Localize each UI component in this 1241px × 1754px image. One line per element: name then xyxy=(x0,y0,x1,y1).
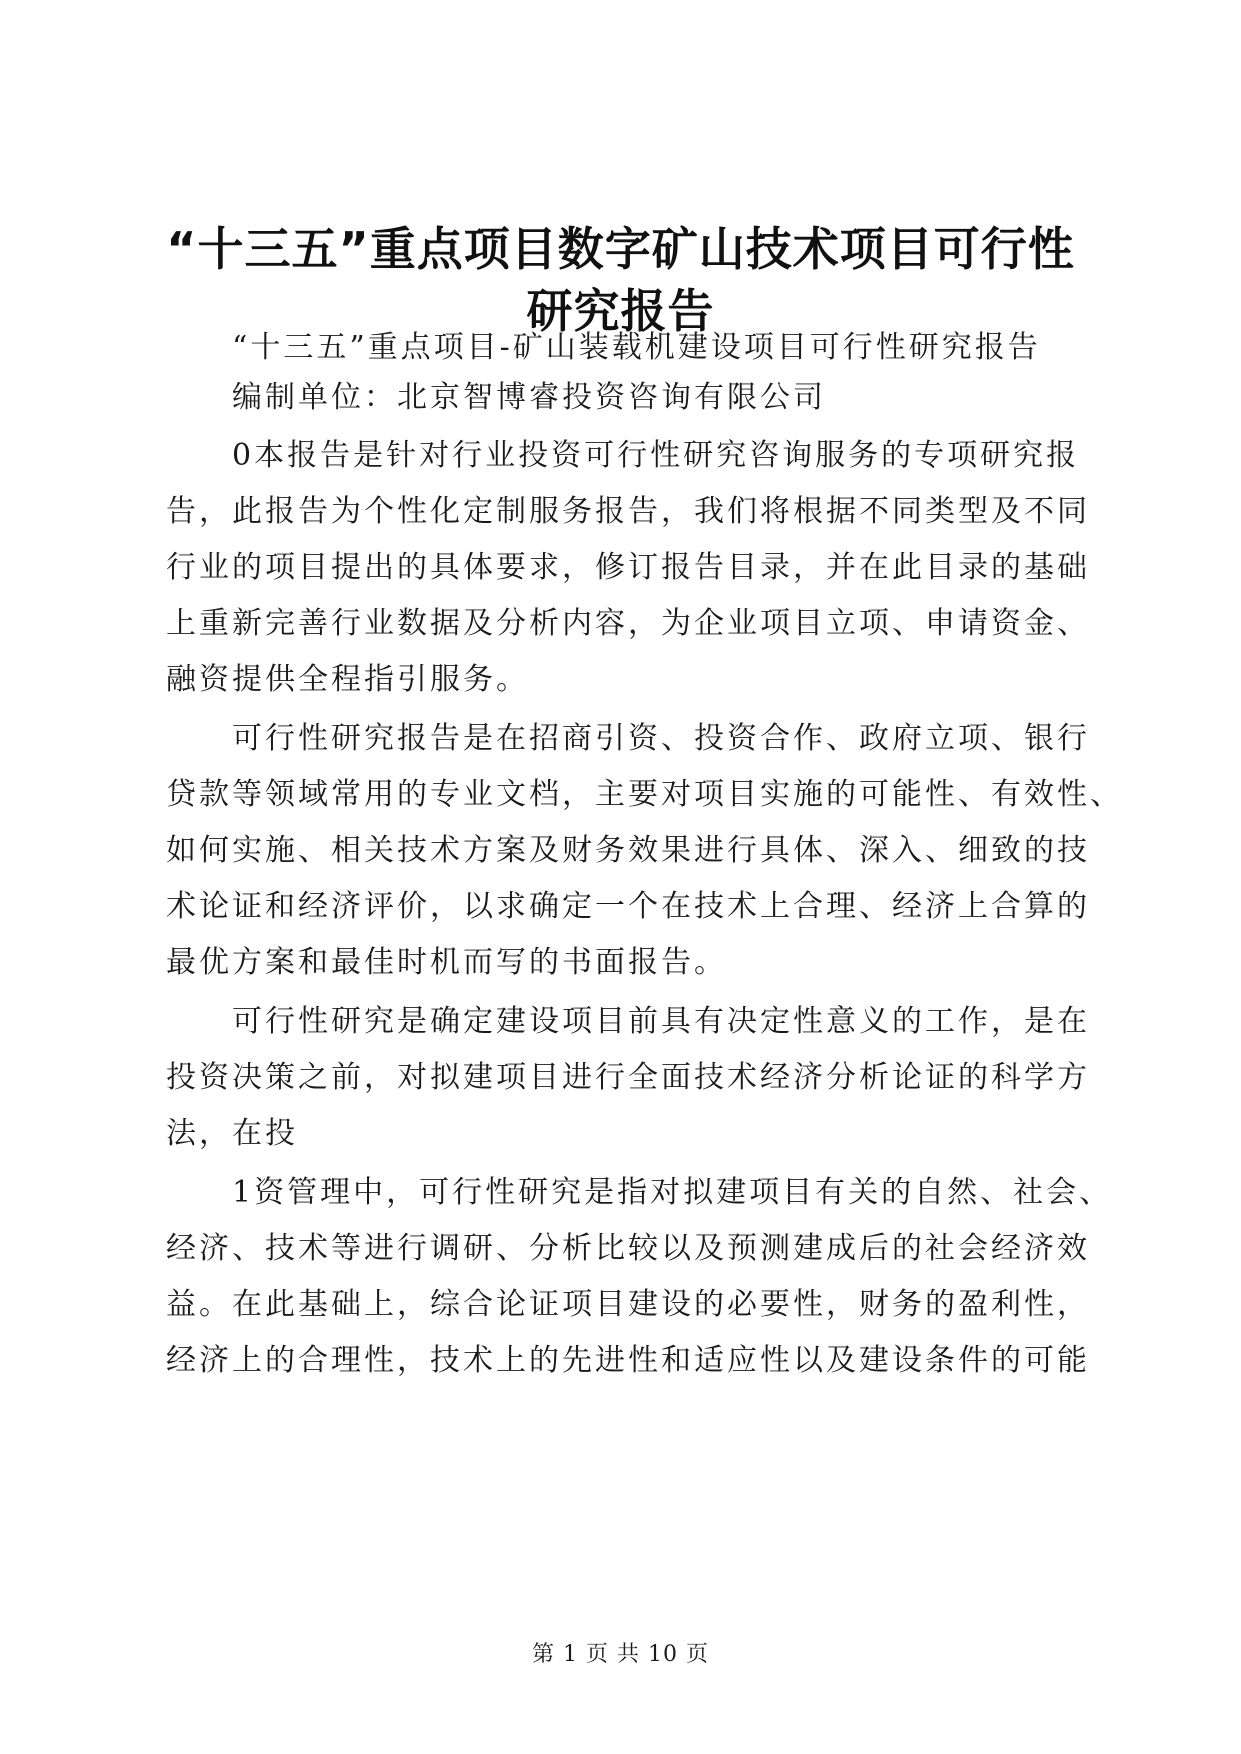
body-line: 益。在此基础上，综合论证项目建设的必要性，财务的盈利性， xyxy=(166,1287,1090,1322)
body-line: 上重新完善行业数据及分析内容，为企业项目立项、申请资金、 xyxy=(166,606,1090,641)
body-line: 0本报告是针对行业投资可行性研究咨询服务的专项研究报 xyxy=(232,438,1080,473)
body-line: 可行性研究是确定建设项目前具有决定性意义的工作，是在 xyxy=(232,1004,1090,1039)
body-line: 最优方案和最佳时机而写的书面报告。 xyxy=(166,945,727,980)
document-title-line-1: “十三五”重点项目数字矿山技术项目可行性 xyxy=(166,222,1075,276)
body-line: 融资提供全程指引服务。 xyxy=(166,662,529,697)
body-line: 告，此报告为个性化定制服务报告，我们将根据不同类型及不同 xyxy=(166,494,1090,529)
page-number-footer: 第 1 页 共 10 页 xyxy=(532,1642,709,1667)
body-line: 术论证和经济评价，以求确定一个在技术上合理、经济上合算的 xyxy=(166,889,1090,924)
body-line: 法，在投 xyxy=(166,1116,298,1151)
body-line: 可行性研究报告是在招商引资、投资合作、政府立项、银行 xyxy=(232,721,1090,756)
body-line: 行业的项目提出的具体要求，修订报告目录，并在此目录的基础 xyxy=(166,550,1090,585)
author-line: 编制单位：北京智博睿投资咨询有限公司 xyxy=(232,380,826,415)
body-line: 经济上的合理性，技术上的先进性和适应性以及建设条件的可能 xyxy=(166,1343,1090,1378)
subtitle-line: “十三五”重点项目-矿山装载机建设项目可行性研究报告 xyxy=(232,330,1041,365)
document-title-line-2: 研究报告 xyxy=(526,284,715,338)
body-line: 如何实施、相关技术方案及财务效果进行具体、深入、细致的技 xyxy=(166,833,1090,868)
body-line: 经济、技术等进行调研、分析比较以及预测建成后的社会经济效 xyxy=(166,1231,1090,1266)
body-line: 投资决策之前，对拟建项目进行全面技术经济分析论证的科学方 xyxy=(166,1060,1090,1095)
body-line: 1资管理中，可行性研究是指对拟建项目有关的自然、社会、 xyxy=(232,1175,1113,1210)
body-line: 贷款等领域常用的专业文档，主要对项目实施的可能性、有效性、 xyxy=(166,777,1123,812)
